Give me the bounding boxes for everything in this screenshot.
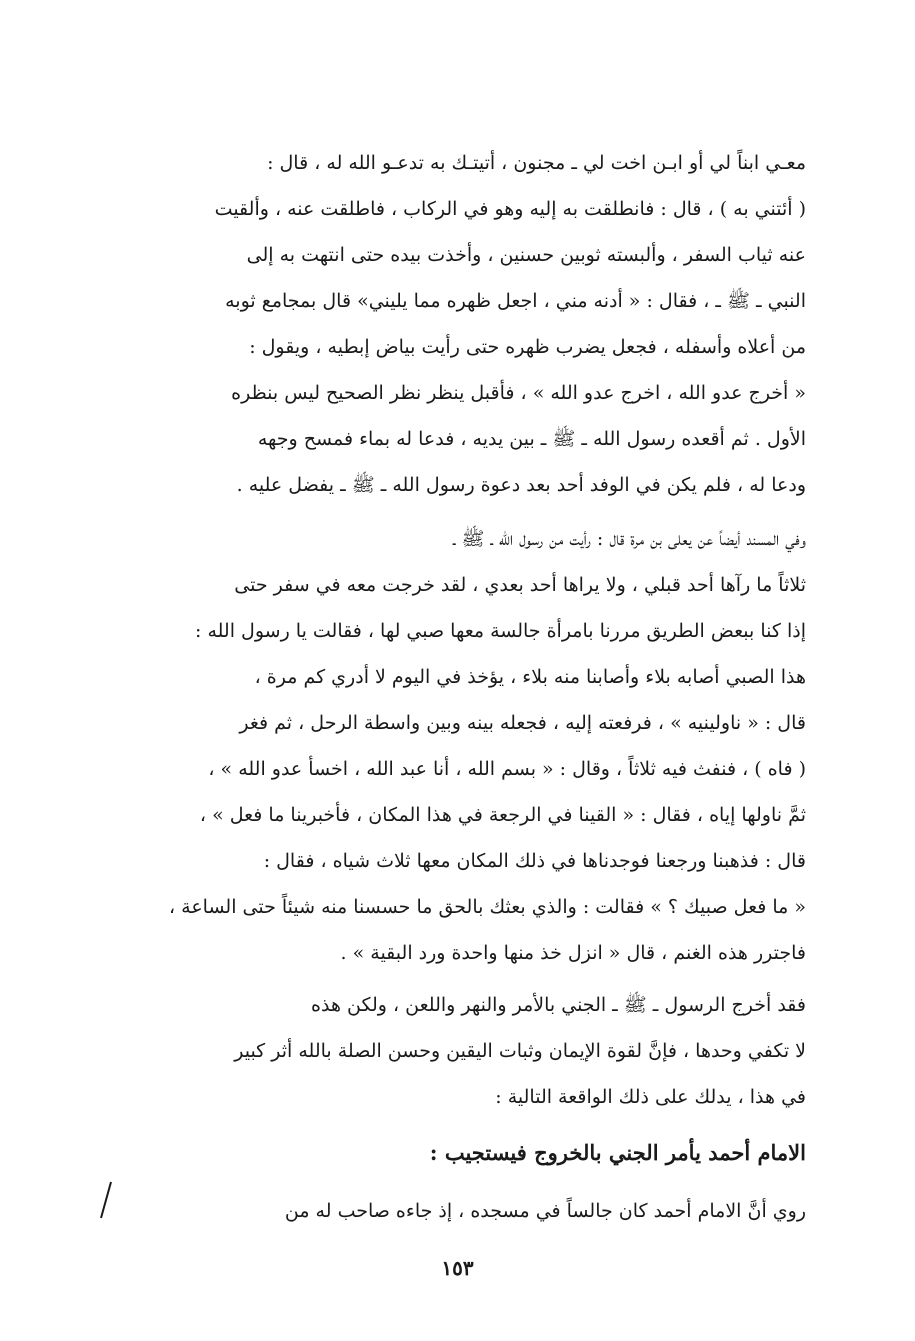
section-heading: الامام أحمد يأمر الجني بالخروج فيستجيب : [429, 1140, 806, 1165]
text-line: عنه ثياب السفر ، وألبسته ثوبين حسنين ، وأخذت بيده حتى انتهت به إلى [246, 244, 806, 266]
text-line: روي أنَّ الامام أحمد كان جالساً في مسجده ، إذ جاءه صاحب له من [284, 1200, 806, 1222]
text-line: فاجترر هذه الغنم ، قال « انزل خذ منها واحدة ورد البقية » . [340, 942, 806, 964]
text-line: هذا الصبي أصابه بلاء وأصابنا منه بلاء ، يؤخذ في اليوم لا أدري كم مرة ، [254, 666, 806, 688]
text-line: « أخرج عدو الله ، اخرج عدو الله » ، فأقبل ينظر نظر الصحيح ليس بنظره [231, 382, 806, 404]
paragraph-4 [140, 1188, 806, 1234]
text-line: لا تكفي وحدها ، فإنَّ لقوة الإيمان وثبات اليقين وحسن الصلة بالله أثر كبير [234, 1040, 806, 1062]
text-line: من أعلاه وأسفله ، فجعل يضرب ظهره حتى رأيت بياض إبطيه ، ويقول : [249, 336, 806, 358]
text-line: قال : فذهبنا ورجعنا فوجدناها في ذلك المكان معها ثلاث شياه ، فقال : [263, 850, 806, 872]
text-line: ( فاه ) ، فنفث فيه ثلاثاً ، وقال : « بسم الله ، أنا عبد الله ، اخسأ عدو الله » ، [208, 758, 806, 780]
text-line: الأول . ثم أقعده رسول الله ـ ﷺ ـ بين يديه ، فدعا له بماء فمسح وجهه [257, 428, 806, 450]
text-line: وفي المسند أيضاً عن يعلى بن مرة قال : رأيت من رسول الله ـ ﷺ ـ [453, 528, 806, 550]
text-line: معـي ابناً لي أو ابـن اخت لي ـ مجنون ، أتيتـك به تدعـو الله له ، قال : [267, 152, 806, 174]
text-line: « ما فعل صبيك ؟ » فقالت : والذي بعثك بالحق ما حسسنا منه شيئاً حتى الساعة ، [168, 896, 806, 918]
page-number: ١٥٣ [441, 1256, 474, 1280]
text-line: فقد أخرج الرسول ـ ﷺ ـ الجني بالأمر والنهر واللعن ، ولكن هذه [311, 994, 806, 1016]
text-line: في هذا ، يدلك على ذلك الواقعة التالية : [495, 1086, 806, 1108]
text-line: قال : « ناولينيه » ، فرفعته إليه ، فجعله بينه وبين واسطة الرحل ، ثم فغر [239, 712, 806, 734]
text-line: ودعا له ، فلم يكن في الوفد أحد بعد دعوة رسول الله ـ ﷺ ـ يفضل عليه . [236, 474, 806, 496]
paragraph-3 [118, 982, 806, 1120]
margin-slash-mark [98, 1178, 114, 1224]
paragraph-2 [118, 516, 806, 976]
text-line: ( أئتني به ) ، قال : فانطلقت به إليه وهو في الركاب ، فاطلقت عنه ، وألقيت [214, 198, 806, 220]
text-line: ثلاثاً ما رآها أحد قبلي ، ولا يراها أحد بعدي ، لقد خرجت معه في سفر حتى [234, 574, 806, 596]
text-line: النبي ـ ﷺ ـ ، فقال : « أدنه مني ، اجعل ظهره مما يليني» قال بمجامع ثوبه [225, 290, 806, 312]
paragraph-1 [118, 140, 806, 508]
text-line: إذا كنا ببعض الطريق مررنا بامرأة جالسة معها صبي لها ، فقالت يا رسول الله : [195, 620, 806, 642]
text-line: ثمَّ ناولها إياه ، فقال : « القينا في الرجعة في هذا المكان ، فأخبرينا ما فعل » ، [199, 804, 806, 826]
